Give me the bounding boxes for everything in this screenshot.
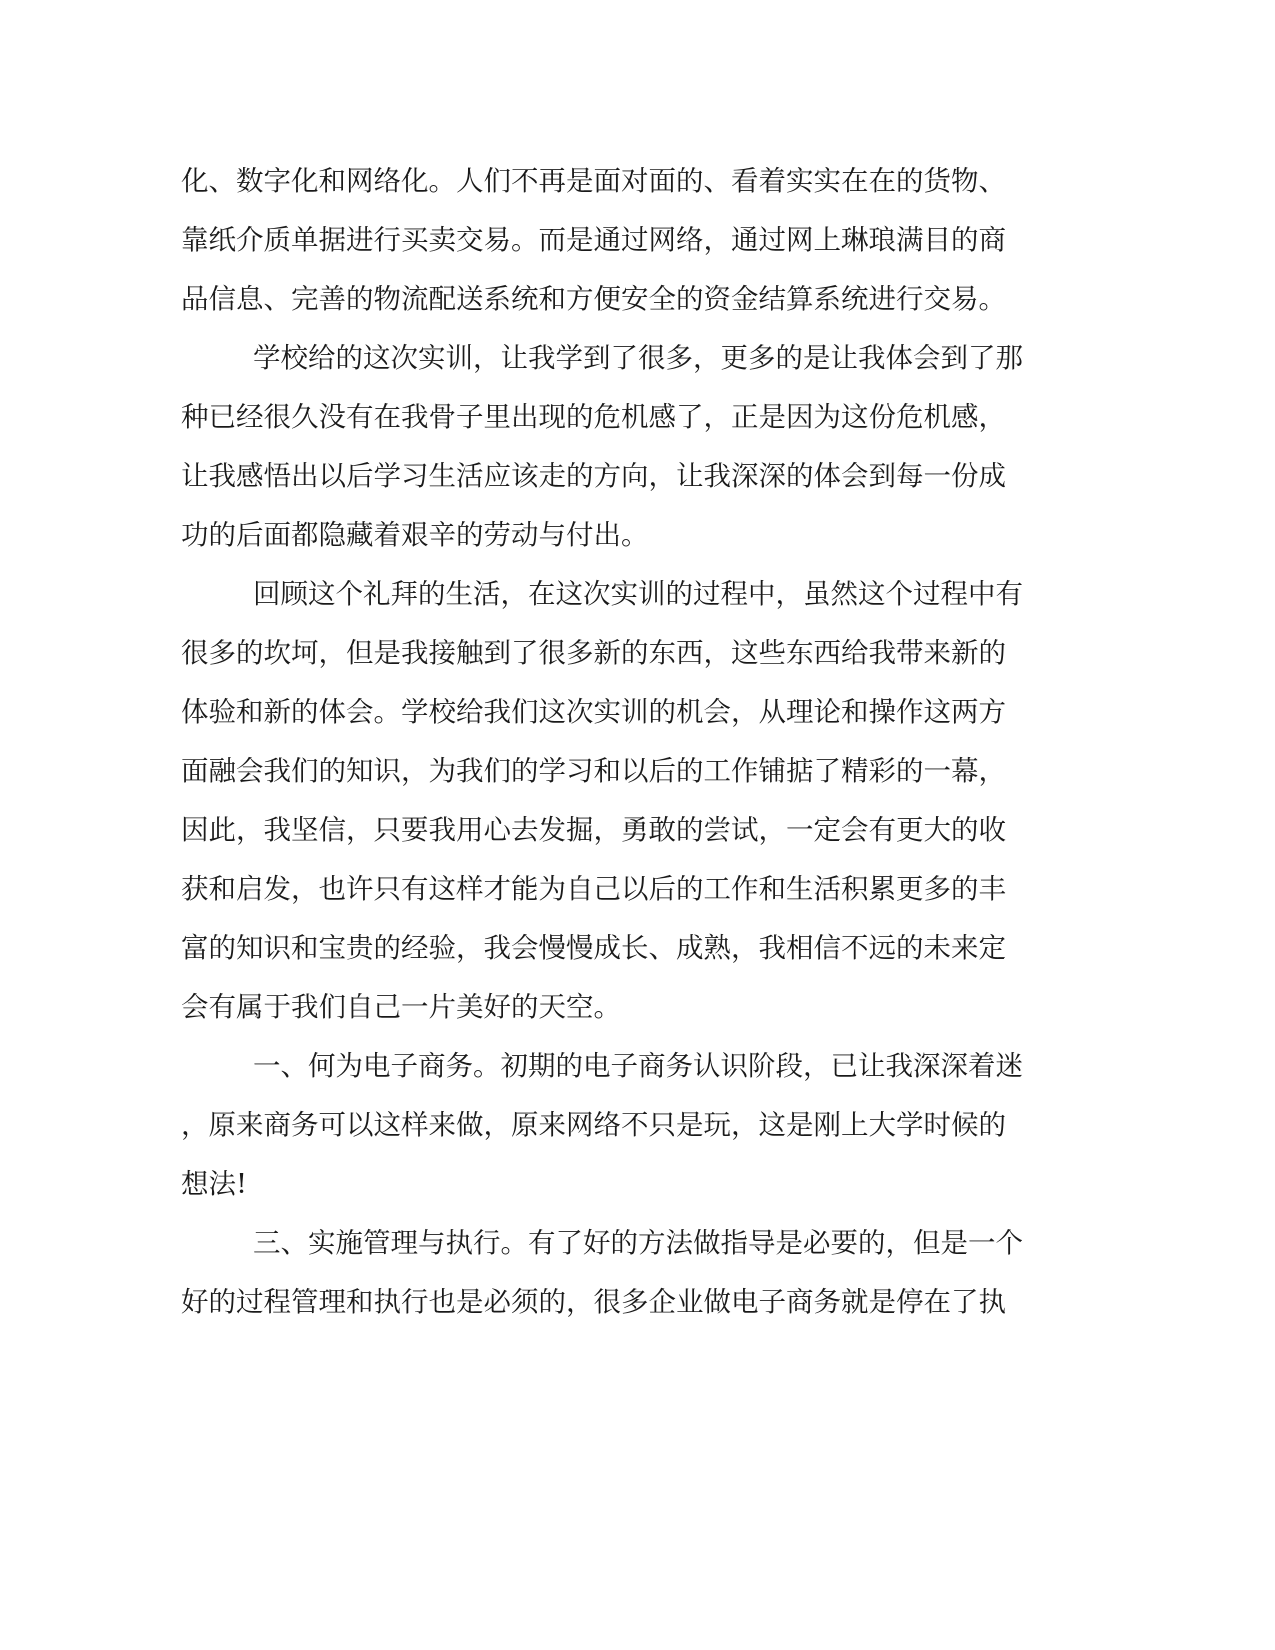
text-line: 体验和新的体会。学校给我们这次实训的机会，从理论和操作这两方 (181, 696, 1006, 728)
text-line: 会有属于我们自己一片美好的天空。 (181, 991, 621, 1023)
text-line: 化、数字化和网络化。人们不再是面对面的、看着实实在在的货物、 (181, 165, 1006, 197)
text-line: 让我感悟出以后学习生活应该走的方向，让我深深的体会到每一份成 (181, 460, 1006, 492)
text-line: 品信息、完善的物流配送系统和方便安全的资金结算系统进行交易。 (181, 283, 1006, 315)
text-line: ，原来商务可以这样来做，原来网络不只是玩，这是刚上大学时候的 (181, 1109, 1006, 1141)
paragraph-start-line: 三、实施管理与执行。有了好的方法做指导是必要的，但是一个 (253, 1227, 1023, 1259)
paragraph-start-line: 学校给的这次实训，让我学到了很多，更多的是让我体会到了那 (253, 342, 1023, 374)
text-line: 很多的坎坷，但是我接触到了很多新的东西，这些东西给我带来新的 (181, 637, 1006, 669)
text-line: 靠纸介质单据进行买卖交易。而是通过网络，通过网上琳琅满目的商 (181, 224, 1006, 256)
text-line: 面融会我们的知识，为我们的学习和以后的工作铺掂了精彩的一幕， (181, 755, 1006, 787)
paragraph-start-line: 回顾这个礼拜的生活，在这次实训的过程中，虽然这个过程中有 (253, 578, 1023, 610)
text-line: 获和启发，也许只有这样才能为自己以后的工作和生活积累更多的丰 (181, 873, 1006, 905)
text-line: 功的后面都隐藏着艰辛的劳动与付出。 (181, 519, 649, 551)
text-line: 因此，我坚信，只要我用心去发掘，勇敢的尝试，一定会有更大的收 (181, 814, 1006, 846)
text-line: 富的知识和宝贵的经验，我会慢慢成长、成熟，我相信不远的未来定 (181, 932, 1006, 964)
text-line: 想法! (181, 1168, 248, 1200)
paragraph-start-line: 一、何为电子商务。初期的电子商务认识阶段，已让我深深着迷 (253, 1050, 1023, 1082)
text-line: 种已经很久没有在我骨子里出现的危机感了，正是因为这份危机感， (181, 401, 1006, 433)
text-line: 好的过程管理和执行也是必须的，很多企业做电子商务就是停在了执 (181, 1286, 1006, 1318)
